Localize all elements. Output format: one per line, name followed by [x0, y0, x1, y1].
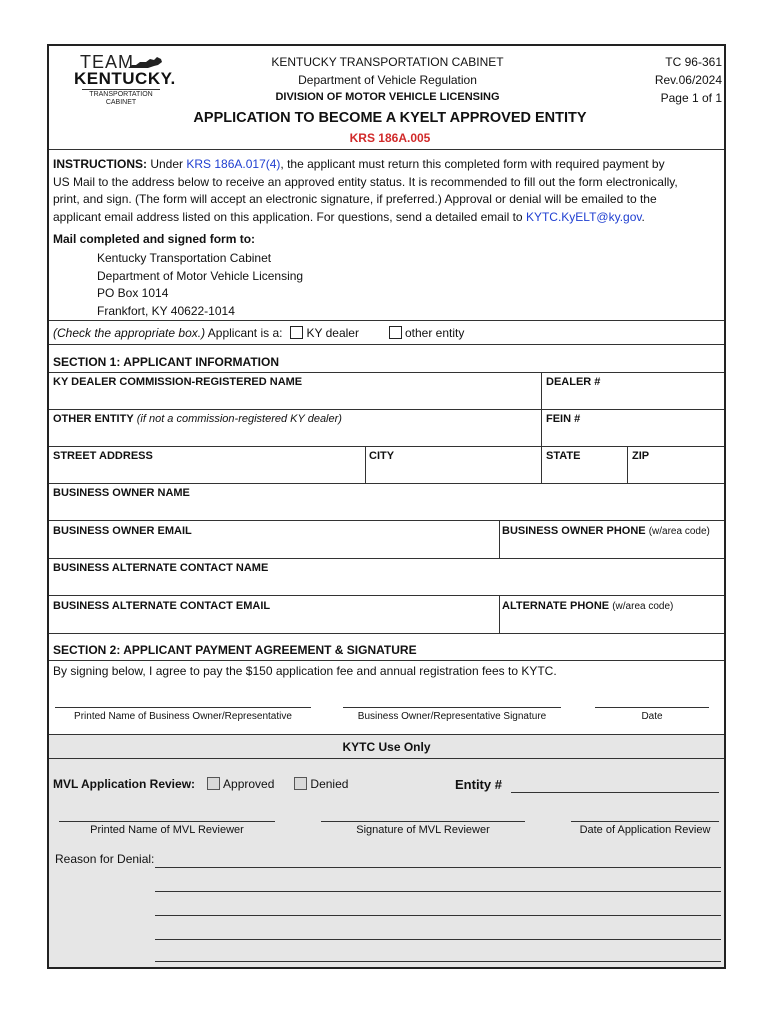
city-field[interactable] [367, 464, 537, 482]
review-date-caption: Date of Application Review [579, 824, 711, 836]
denial-reason-field[interactable] [155, 846, 721, 964]
other-entity-label: other entity [404, 326, 465, 340]
divider [49, 633, 724, 634]
owner-name-label: BUSINESS OWNER NAME [53, 487, 190, 499]
divider [499, 595, 500, 633]
signature-date-line [595, 707, 709, 708]
owner-phone-text: BUSINESS OWNER PHONE [502, 525, 646, 537]
reviewer-name-line [59, 821, 275, 822]
denial-reason-line [155, 939, 721, 940]
denial-reason-line [155, 891, 721, 892]
review-date-line [571, 821, 719, 822]
alt-phone-hint: (w/area code) [612, 601, 674, 612]
form-frame [47, 44, 726, 969]
dealer-name-label: KY DEALER COMMISSION-REGISTERED NAME [53, 376, 303, 388]
denied-checkbox[interactable] [294, 777, 307, 790]
street-address-label: STREET ADDRESS [53, 450, 153, 462]
divider [499, 520, 500, 558]
form-revision: Rev.06/2024 [654, 73, 722, 87]
signature-date-caption: Date [641, 711, 663, 722]
division-name: DIVISION OF MOTOR VEHICLE LICENSING [275, 91, 500, 103]
logo-sub-line2: CABINET [105, 99, 137, 106]
state-label: STATE [546, 450, 581, 462]
logo-kentucky-text: KENTUCKY. [74, 69, 176, 88]
owner-email-label: BUSINESS OWNER EMAIL [53, 525, 192, 537]
divider [49, 446, 724, 447]
form-number: TC 96-361 [665, 55, 722, 69]
divider [365, 446, 366, 483]
applicant-type-label: Applicant is a: [205, 326, 283, 340]
other-entity-name-field[interactable] [51, 427, 537, 445]
divider [627, 446, 628, 483]
divider [49, 483, 724, 484]
fein-label: FEIN # [546, 413, 581, 425]
agency-name: KENTUCKY TRANSPORTATION CABINET [271, 55, 504, 69]
owner-phone-hint: (w/area code) [648, 526, 710, 537]
alt-contact-name-field[interactable] [51, 576, 725, 594]
reviewer-signature-field[interactable] [321, 802, 525, 821]
alt-contact-email-label: BUSINESS ALTERNATE CONTACT EMAIL [53, 600, 271, 612]
divider [49, 149, 724, 150]
reviewer-signature-caption: Signature of MVL Reviewer [356, 824, 490, 836]
alt-contact-name-label: BUSINESS ALTERNATE CONTACT NAME [53, 562, 269, 574]
other-entity-name-text: OTHER ENTITY [53, 413, 134, 425]
department-name: Department of Vehicle Regulation [298, 73, 477, 87]
page-number: Page 1 of 1 [660, 91, 722, 105]
signature-date-field[interactable] [595, 686, 709, 707]
address-line: PO Box 1014 [97, 286, 169, 300]
review-label: MVL Application Review: [53, 777, 196, 791]
printed-name-line [55, 707, 311, 708]
logo-sub-line1: TRANSPORTATION [89, 91, 153, 98]
denial-reason-line [155, 961, 721, 962]
owner-phone-field[interactable] [501, 539, 725, 557]
owner-phone-label [502, 525, 710, 537]
alt-phone-field[interactable] [501, 614, 725, 632]
ky-dealer-checkbox[interactable] [290, 326, 303, 339]
owner-signature-caption: Business Owner/Representative Signature [357, 711, 547, 722]
section1-heading: SECTION 1: APPLICANT INFORMATION [53, 355, 279, 369]
alt-phone-text: ALTERNATE PHONE [502, 600, 610, 612]
denial-reason-line [155, 915, 721, 916]
divider [541, 372, 542, 409]
printed-name-field[interactable] [55, 686, 311, 707]
owner-email-field[interactable] [51, 539, 495, 557]
reviewer-signature-line [321, 821, 525, 822]
applicant-type-hint: (Check the appropriate box.) [53, 326, 206, 340]
divider [49, 660, 724, 661]
entity-number-line [511, 792, 719, 793]
instructions-line4-post: . [641, 209, 645, 224]
divider [49, 344, 724, 345]
statute-reference: KRS 186A.005 [349, 131, 431, 145]
alt-phone-label [502, 600, 673, 612]
instructions-line1-rest: , the applicant must return this completed form with required payment by [280, 157, 665, 171]
email-link[interactable]: KYTC.KyELT@ky.gov [525, 209, 642, 224]
mailing-address [97, 250, 303, 320]
other-entity-checkbox[interactable] [389, 326, 402, 339]
form-title: APPLICATION TO BECOME A KYELT APPROVED ENTITY [193, 110, 587, 126]
address-line: Kentucky Transportation Cabinet [97, 251, 272, 265]
approved-label: Approved [223, 777, 275, 791]
street-address-field[interactable] [51, 464, 361, 482]
entity-number-label: Entity # [455, 777, 502, 792]
instructions-line-1 [53, 156, 725, 174]
divider [49, 595, 724, 596]
alt-contact-email-field[interactable] [51, 614, 495, 632]
instructions-line-2: US Mail to the address below to receive an approved entity status. It is recommended to fill out the form electronically, [53, 174, 678, 189]
instructions-line4-pre: applicant email address listed on this application. For questions, send a detailed email to [53, 209, 526, 224]
other-entity-name-label [53, 413, 342, 425]
review-row [53, 777, 348, 791]
applicant-type-row [53, 326, 464, 340]
denial-reason-label: Reason for Denial: [55, 852, 155, 866]
reviewer-name-caption: Printed Name of MVL Reviewer [90, 824, 244, 836]
state-field[interactable] [543, 464, 623, 482]
instructions-label: INSTRUCTIONS: [53, 157, 147, 171]
mail-heading: Mail completed and signed form to: [53, 232, 256, 246]
denied-label: Denied [310, 777, 349, 791]
logo-team-text: TEAM [80, 52, 135, 72]
owner-signature-field[interactable] [343, 686, 561, 707]
divider [541, 409, 542, 446]
address-line: Department of Motor Vehicle Licensing [97, 268, 304, 283]
dealer-name-field[interactable] [51, 390, 537, 408]
owner-signature-line [343, 707, 561, 708]
section2-heading: SECTION 2: APPLICANT PAYMENT AGREEMENT & SIGNATURE [53, 643, 417, 657]
printed-name-caption: Printed Name of Business Owner/Representative [74, 711, 292, 722]
divider [49, 320, 724, 321]
divider [49, 558, 724, 559]
payment-agreement-text: By signing below, I agree to pay the $150 application fee and annual registration fees to KYTC. [53, 664, 557, 678]
city-label: CITY [369, 450, 395, 462]
divider [541, 446, 542, 483]
instructions-pre-link: Under [147, 157, 187, 171]
divider [49, 520, 724, 521]
reviewer-name-field[interactable] [59, 802, 275, 821]
divider [49, 409, 724, 410]
kytc-use-only-heading: KYTC Use Only [342, 740, 431, 754]
approved-checkbox[interactable] [207, 777, 220, 790]
instructions-line-3: print, and sign. (The form will accept an electronic signature, if preferred.) Approval or denial will be emailed to the [53, 192, 657, 206]
owner-name-field[interactable] [51, 501, 725, 519]
instructions-line-4 [53, 209, 725, 227]
denial-reason-line [155, 867, 721, 868]
fein-field[interactable] [543, 427, 725, 445]
statute-link[interactable]: KRS 186A.017(4) [186, 157, 281, 171]
zip-label: ZIP [632, 450, 650, 462]
other-entity-hint: (if not a commission-registered KY dealer) [136, 413, 342, 425]
review-date-field[interactable] [571, 802, 719, 821]
entity-number-field[interactable] [511, 774, 719, 792]
dealer-number-label: DEALER # [546, 376, 601, 388]
dealer-number-field[interactable] [543, 390, 725, 408]
zip-field[interactable] [629, 464, 725, 482]
ky-dealer-label: KY dealer [306, 326, 359, 340]
instructions-block [53, 156, 725, 226]
address-line: Frankfort, KY 40622-1014 [97, 303, 235, 318]
divider [49, 372, 724, 373]
